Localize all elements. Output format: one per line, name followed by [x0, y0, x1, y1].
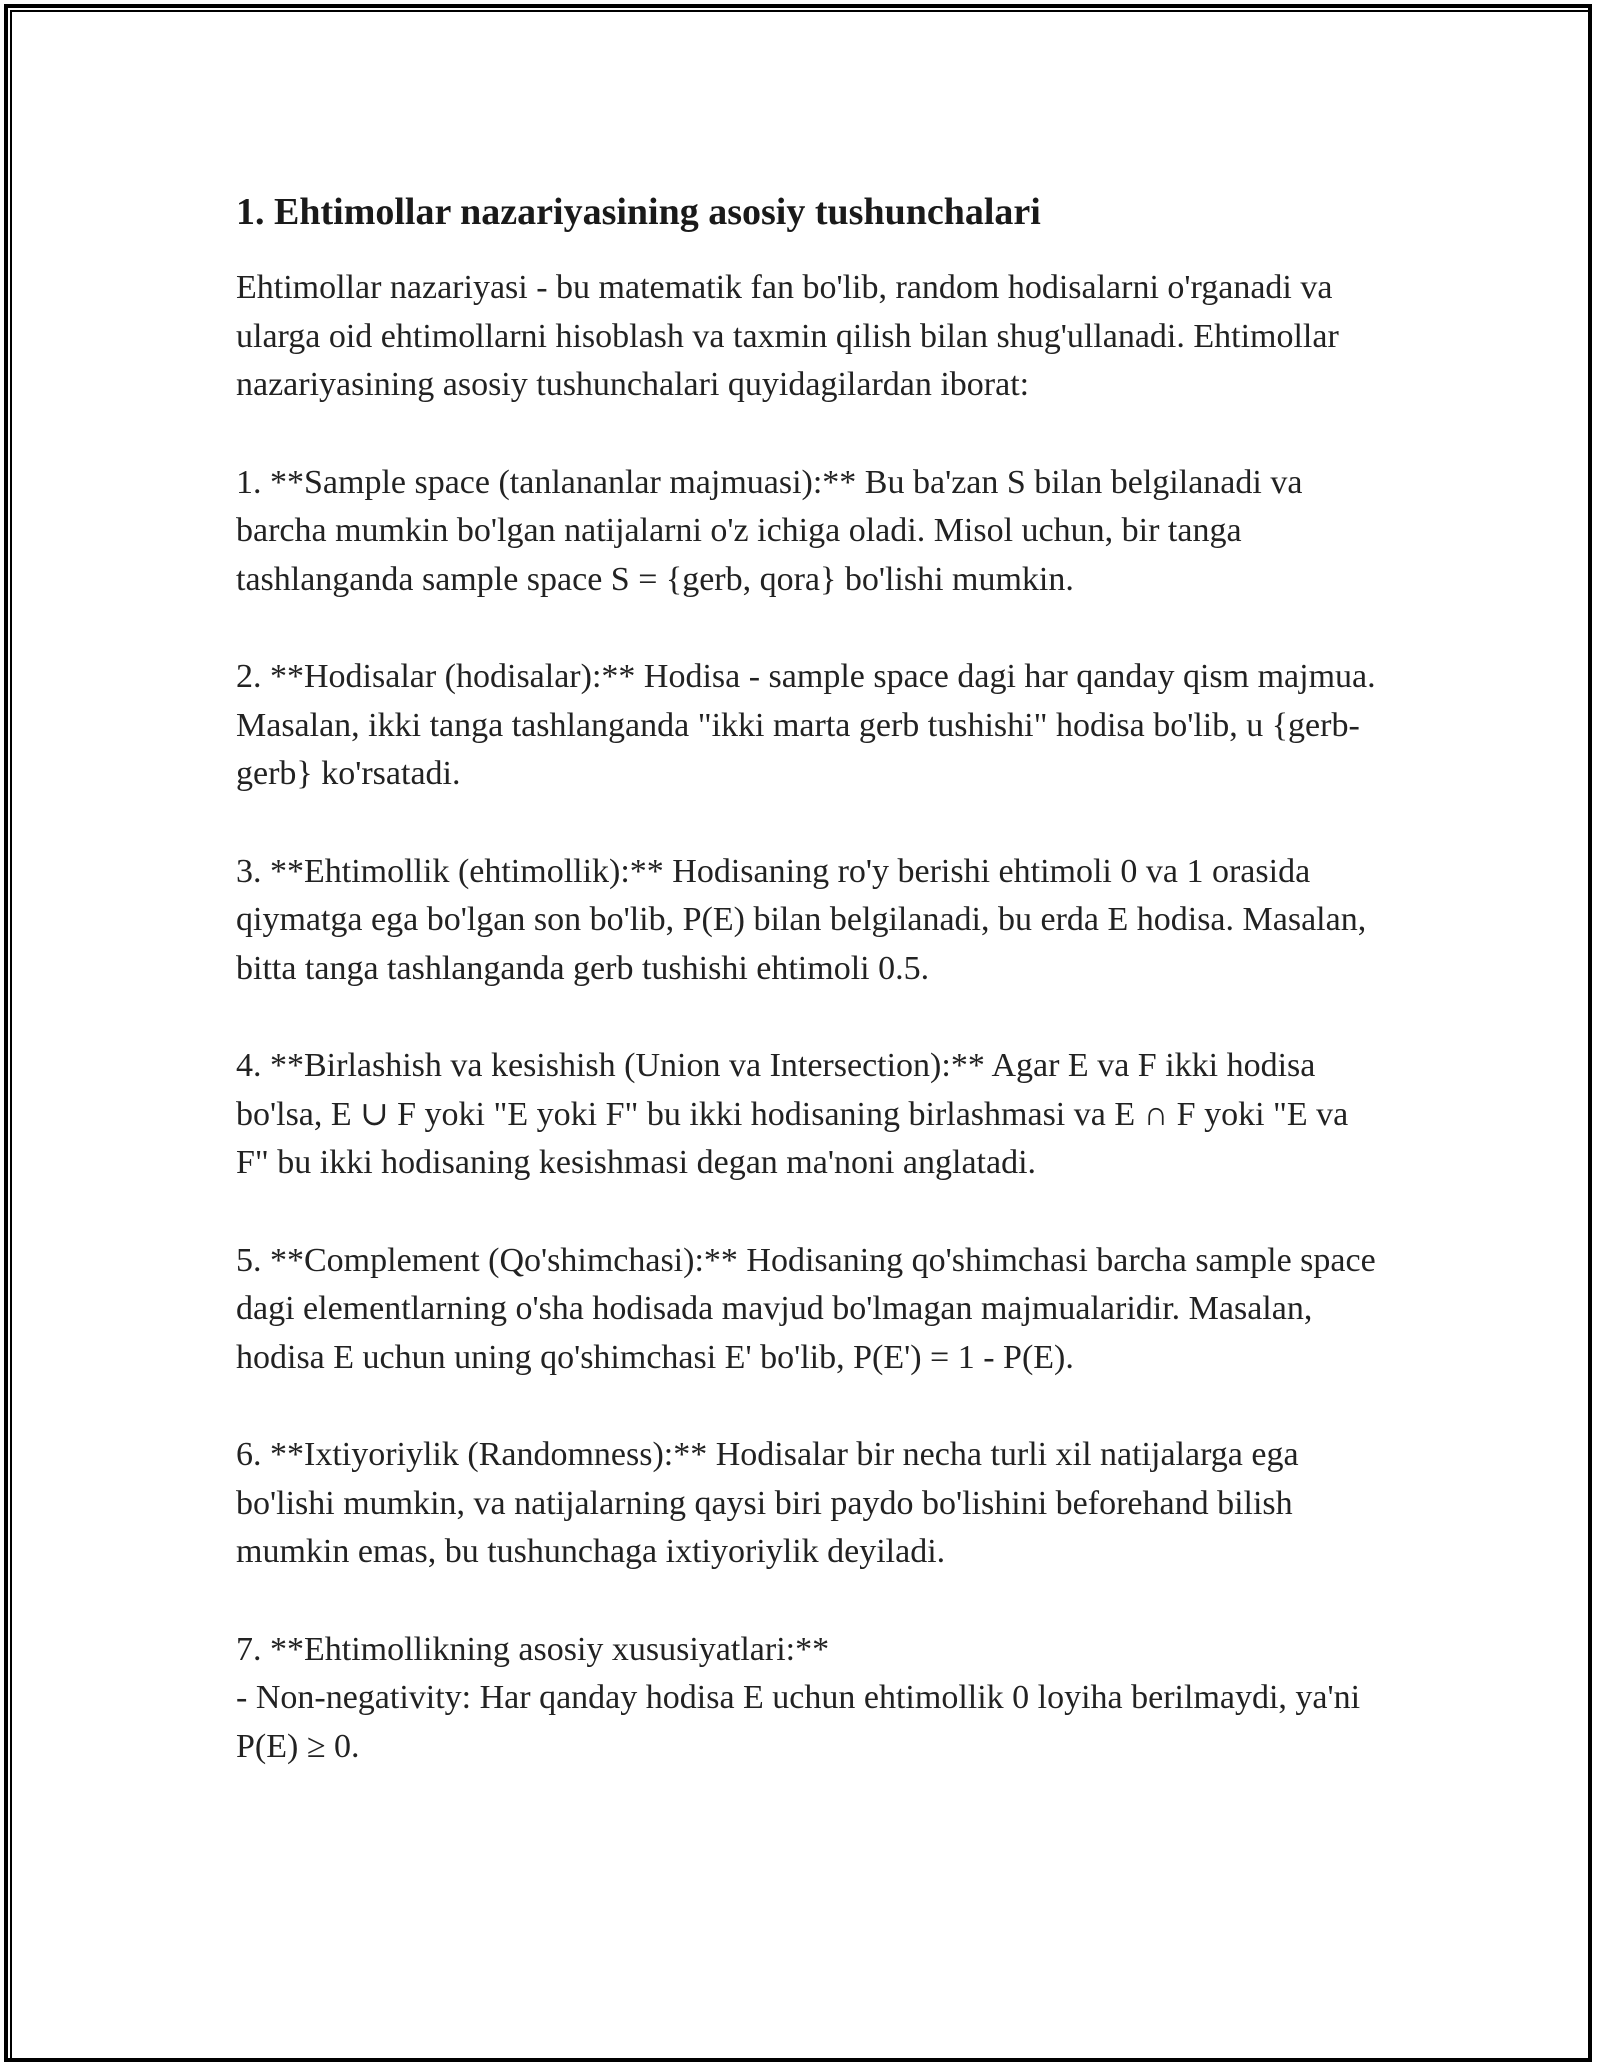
list-item-events: 2. **Hodisalar (hodisalar):** Hodisa - sample space dagi har qanday qism majmua. Masalan, ikki tanga tashlanganda "ikki marta gerb tushishi" hodisa bo'lib, u {gerb-gerb} ko'rsatadi.: [236, 658, 1376, 792]
list-item-properties: 7. **Ehtimollikning asosiy xususiyatlari:** - Non-negativity: Har qanday hodisa E uchun ehtimollik 0 loyiha berilmaydi, ya'ni P(E) ≥ 0.: [236, 1630, 1361, 1765]
list-item-sample-space: 1. **Sample space (tanlananlar majmuasi):** Bu ba'zan S bilan belgilanadi va barcha mumkin bo'lgan natijalarni o'z ichiga oladi. Misol uchun, bir tanga tashlanganda sample space S = {gerb, qora} bo'lishi mumkin.: [236, 463, 1303, 598]
list-item-randomness: 6. **Ixtiyoriylik (Randomness):** Hodisalar bir necha turli xil natijalarga ega bo'lishi mumkin, va natijalarning qaysi biri paydo bo'lishini beforehand bilish mumkin emas, bu tushunchaga ixtiyoriylik deyiladi.: [236, 1436, 1299, 1570]
list-item-probability: 3. **Ehtimollik (ehtimollik):** Hodisaning ro'y berishi ehtimoli 0 va 1 orasida qiymatga ega bo'lgan son bo'lib, P(E) bilan belgilanadi, bu erda E hodisa. Masalan, bitta tanga tashlanganda gerb tushishi ehtimoli 0.5.: [236, 852, 1367, 987]
intro-paragraph: Ehtimollar nazariyasi - bu matematik fan bo'lib, random hodisalarni o'rganadi va ularga oid ehtimollarni hisoblash va taxmin qilish bilan shug'ullanadi. Ehtimollar nazariyasining asosiy tushunchalari quyidagilardan iborat:: [236, 269, 1339, 403]
document-body: [236, 186, 1376, 1820]
list-item-complement: 5. **Complement (Qo'shimchasi):** Hodisaning qo'shimchasi barcha sample space dagi elementlarning o'sha hodisada mavjud bo'lmagan majmualaridir. Masalan, hodisa E uchun uning qo'shimchasi E' bo'lib, P(E') = 1 - P(E).: [236, 1241, 1376, 1376]
section-title: 1. Ehtimollar nazariyasining asosiy tushunchalari: [236, 191, 1041, 233]
list-item-union-intersection: 4. **Birlashish va kesishish (Union va Intersection):** Agar E va F ikki hodisa bo'lsa, E ∪ F yoki "E yoki F" bu ikki hodisaning birlashmasi va E ∩ F yoki "E va F" bu ikki hodisaning kesishmasi degan ma'noni anglatadi.: [236, 1047, 1349, 1181]
